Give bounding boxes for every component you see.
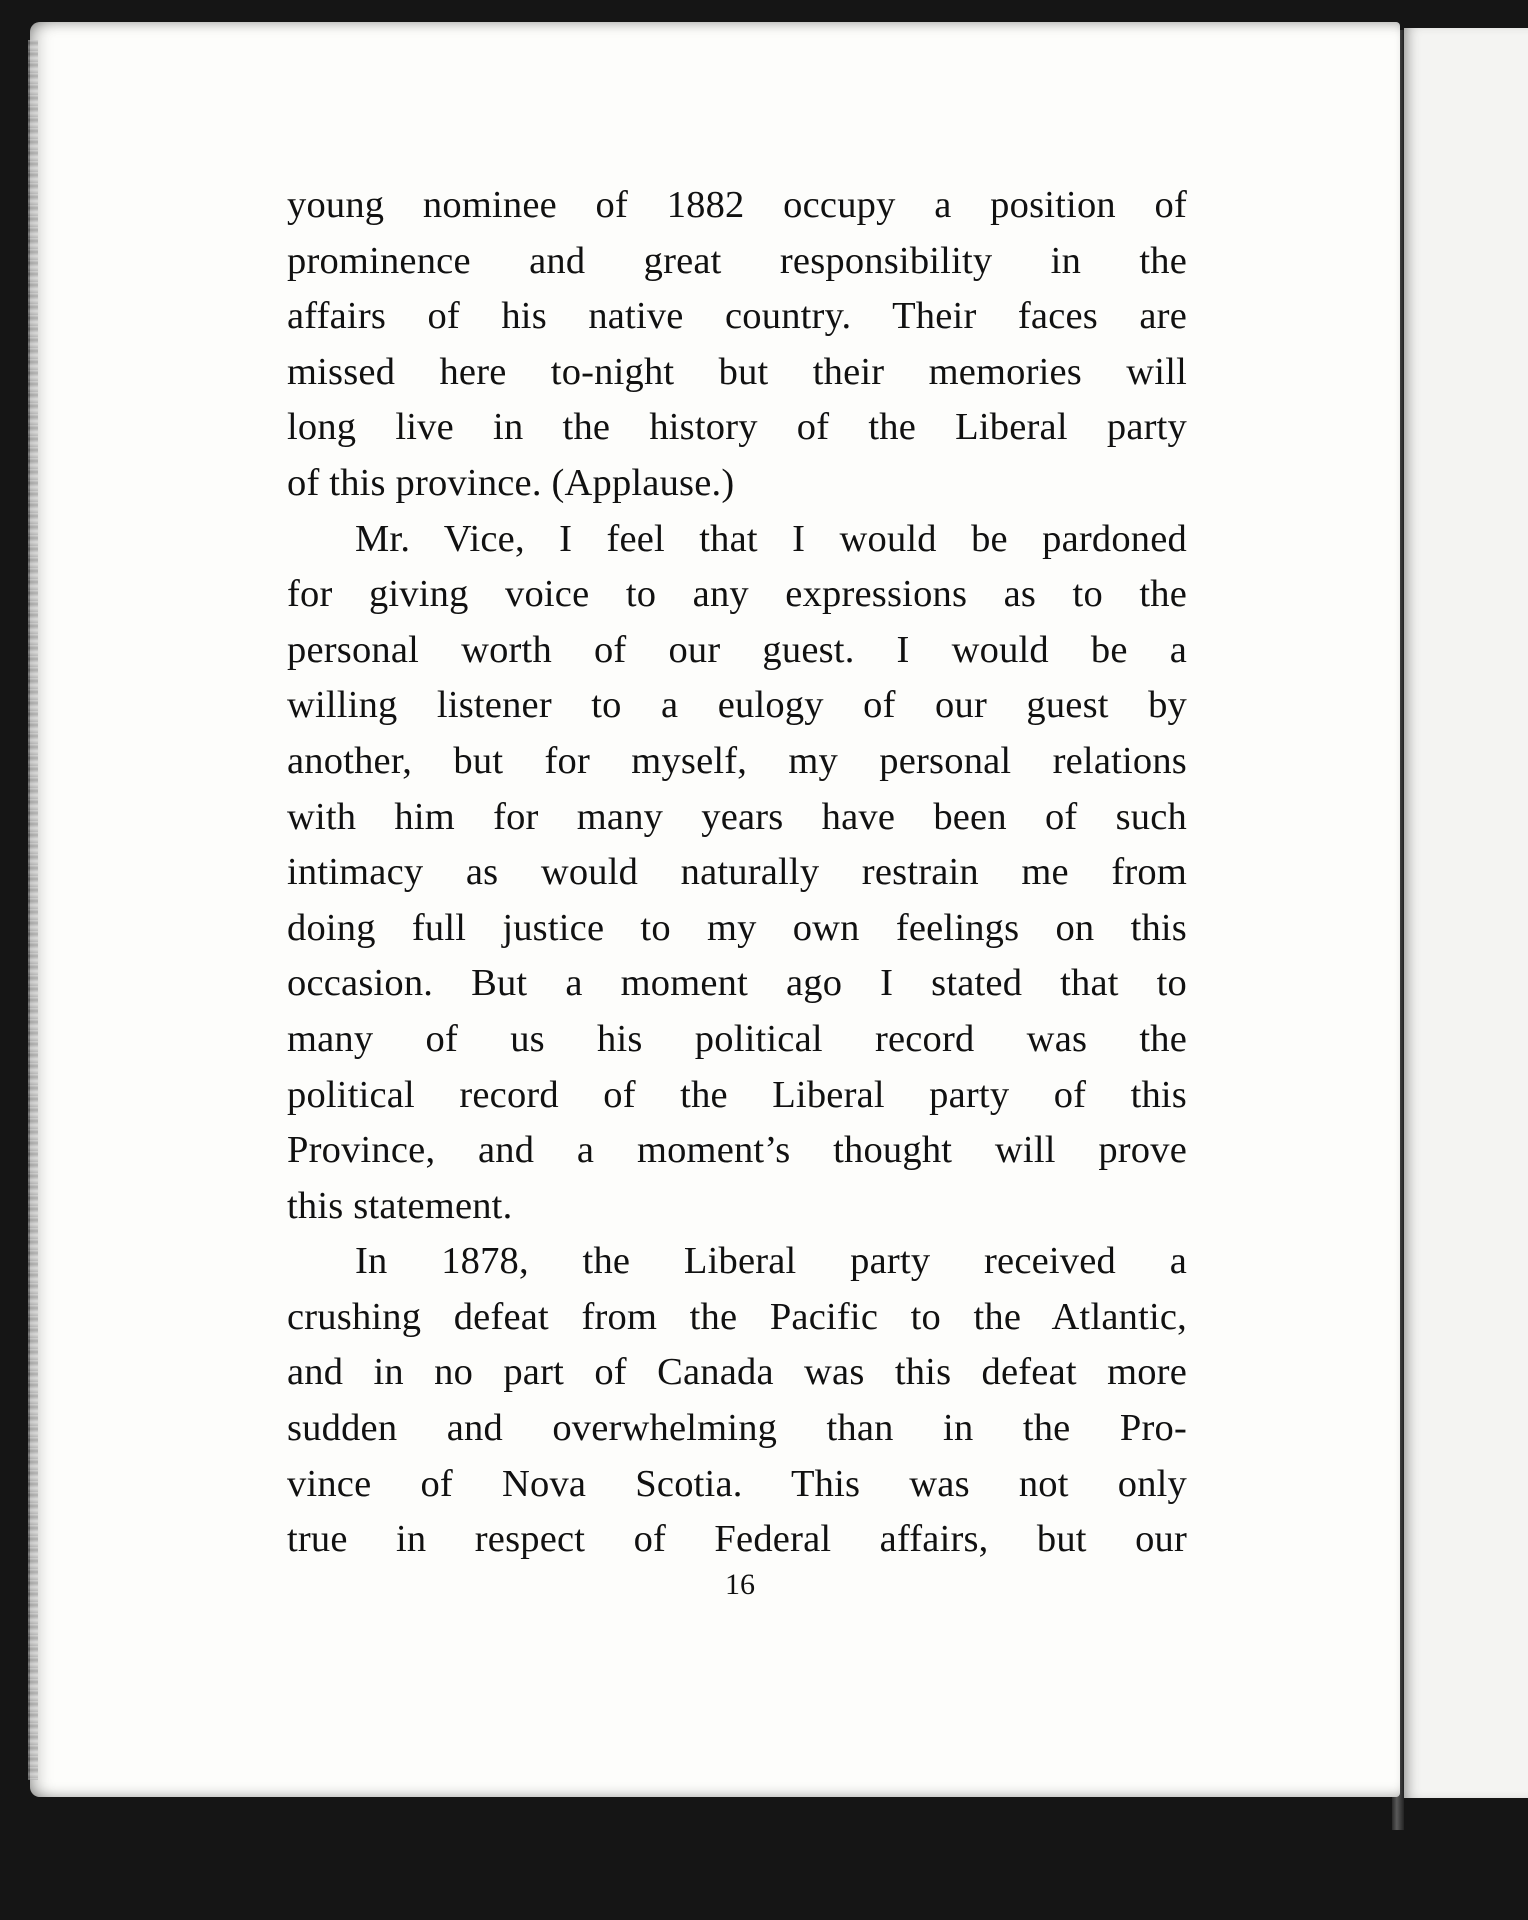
text-line (287, 1290, 1187, 1346)
text-line (287, 567, 1187, 623)
text-line (287, 623, 1187, 679)
text-line (287, 1068, 1187, 1124)
text-line (287, 1457, 1187, 1513)
text-line-content: prominence and great responsibility in the (287, 239, 1187, 282)
text-line (287, 1401, 1187, 1457)
text-line (287, 1345, 1187, 1401)
text-line (287, 234, 1187, 290)
text-line-content: missed here to-night but their memories will (287, 350, 1187, 393)
text-line (287, 1179, 1187, 1235)
text-line-content: political record of the Liberal party of this (287, 1073, 1187, 1116)
text-line-content: In 1878, the Liberal party received a (355, 1240, 1187, 1283)
text-line-content: many of us his political record was the (287, 1017, 1187, 1060)
text-line (287, 956, 1187, 1012)
text-line-content: intimacy as would naturally restrain me from (287, 851, 1187, 894)
text-line (287, 790, 1187, 846)
text-line (287, 845, 1187, 901)
text-line-content: Mr. Vice, I feel that I would be pardoned (355, 517, 1187, 560)
text-line-content: sudden and overwhelming than in the Pro- (287, 1407, 1187, 1450)
text-line-content: true in respect of Federal affairs, but our (287, 1518, 1187, 1561)
text-line-content: occasion. But a moment ago I stated that to (287, 962, 1187, 1005)
text-line (287, 1012, 1187, 1068)
text-line-content: Province, and a moment’s thought will prove (287, 1129, 1187, 1172)
text-line-content: long live in the history of the Liberal party (287, 406, 1187, 449)
text-line (287, 456, 1187, 512)
text-line-content: young nominee of 1882 occupy a position of (287, 184, 1187, 226)
text-line-content: and in no part of Canada was this defeat more (287, 1351, 1187, 1394)
page-edge (28, 40, 38, 1780)
text-line (287, 345, 1187, 401)
text-line-content: willing listener to a eulogy of our guest by (287, 684, 1187, 727)
text-line-content: affairs of his native country. Their faces are (287, 295, 1187, 338)
text-line-content: crushing defeat from the Pacific to the Atlantic, (287, 1295, 1187, 1338)
text-line-content: another, but for myself, my personal relations (287, 739, 1187, 782)
text-line (287, 289, 1187, 345)
text-line-content: doing full justice to my own feelings on this (287, 906, 1187, 949)
page-body-text (287, 178, 1187, 1568)
text-line (287, 178, 1187, 234)
text-line (287, 1123, 1187, 1179)
text-line-content: personal worth of our guest. I would be a (287, 628, 1187, 671)
page-number: 16 (725, 1568, 755, 1601)
text-line (287, 1234, 1187, 1290)
text-line-content: for giving voice to any expressions as to the (287, 573, 1187, 616)
adjacent-page (1404, 28, 1528, 1798)
text-line (287, 901, 1187, 957)
text-line-content: with him for many years have been of such (287, 795, 1187, 838)
text-line-content: vince of Nova Scotia. This was not only (287, 1462, 1187, 1505)
text-line (287, 1512, 1187, 1568)
text-line (287, 678, 1187, 734)
text-line (287, 512, 1187, 568)
text-line (287, 400, 1187, 456)
text-line (287, 734, 1187, 790)
text-line-content: this statement. (287, 1184, 513, 1227)
text-line-content: of this province. (Applause.) (287, 461, 735, 504)
